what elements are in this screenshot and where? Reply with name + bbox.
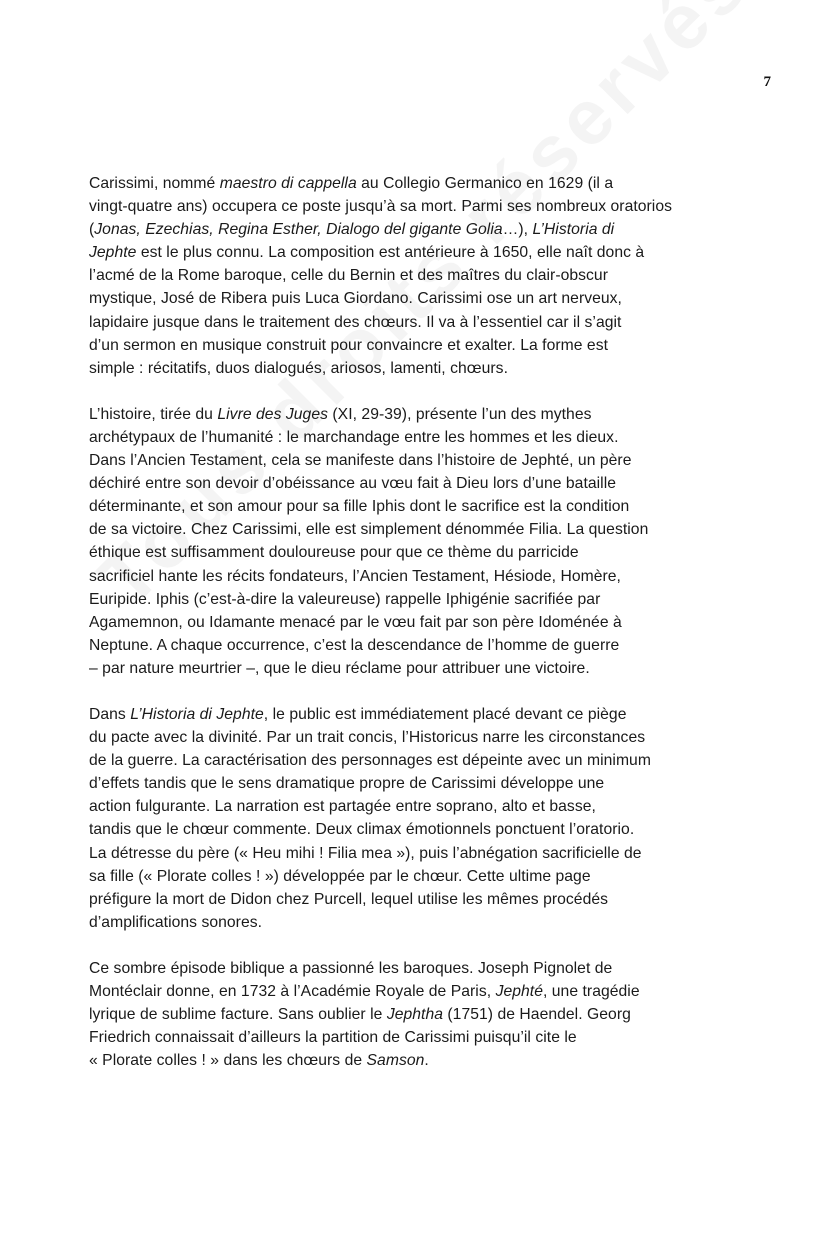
- paragraph: [89, 957, 741, 1072]
- text-line: [89, 472, 741, 495]
- text-run: Carissimi, nommé: [89, 175, 220, 192]
- text-run: mystique, José de Ribera puis Luca Giordano. Carissimi ose un art nerveux,: [89, 290, 622, 308]
- text-line: [89, 449, 741, 472]
- text-run: Montéclair donne, en 1732 à l’Académie Royale de Paris,: [89, 983, 496, 1000]
- text-run: Agamemnon, ou Idamante menacé par le vœu fait par son père Idoménée à: [89, 613, 622, 631]
- text-line: [89, 311, 741, 334]
- text-run: lyrique de sublime facture. Sans oublier le: [89, 1006, 387, 1024]
- text-line: [89, 565, 741, 588]
- text-line: [89, 865, 741, 888]
- text-run: …),: [502, 221, 533, 239]
- text-line: [89, 357, 741, 380]
- italic-title: Jephté: [495, 983, 543, 1000]
- text-run: (1751) de Haendel. Georg: [443, 1006, 631, 1024]
- page-number: 7: [763, 74, 771, 90]
- text-run: (XI, 29-39), présente l’un des mythes: [328, 405, 592, 423]
- italic-title: maestro di cappella: [219, 175, 357, 192]
- text-run: lapidaire jusque dans le traitement des chœurs. Il va à l’essentiel car il s’agit: [89, 313, 622, 331]
- text-line: [89, 403, 741, 426]
- text-line: [89, 241, 741, 264]
- italic-title: Livre des Juges: [217, 405, 328, 423]
- text-run: du pacte avec la divinité. Par un trait concis, l’Historicus narre les circonstances: [89, 729, 646, 747]
- text-line: [89, 657, 741, 680]
- text-line: [89, 264, 741, 287]
- text-line: [89, 172, 741, 195]
- text-line: [89, 911, 741, 934]
- text-run: de la guerre. La caractérisation des personnages est dépeinte avec un minimum: [89, 752, 651, 770]
- italic-title: Jonas, Ezechias, Regina Esther, Dialogo del gigante Golia: [94, 221, 503, 239]
- text-run: d’un sermon en musique construit pour convaincre et exalter. La forme est: [89, 336, 608, 354]
- text-line: [89, 726, 741, 749]
- text-run: « Plorate colles ! » dans les chœurs de: [89, 1052, 367, 1070]
- text-run: Neptune. A chaque occurrence, c’est la descendance de l’homme de guerre: [89, 636, 620, 654]
- text-line: [89, 1003, 741, 1026]
- text-run: d’effets tandis que le sens dramatique propre de Carissimi développe une: [89, 775, 605, 793]
- text-run: déchiré entre son devoir d’obéissance au vœu fait à Dieu lors d’une bataille: [89, 475, 617, 493]
- text-run: d’amplifications sonores.: [89, 913, 263, 931]
- text-run: déterminante, et son amour pour sa fille Iphis dont le sacrifice est la condition: [89, 498, 630, 516]
- text-line: [89, 588, 741, 611]
- text-line: [89, 634, 741, 657]
- text-run: La détresse du père (« Heu mihi ! Filia mea »), puis l’abnégation sacrificielle de: [89, 844, 642, 862]
- text-line: [89, 495, 741, 518]
- text-run: éthique est suffisamment douloureuse pour que ce thème du parricide: [89, 544, 579, 562]
- text-run: .: [424, 1052, 429, 1070]
- text-run: – par nature meurtrier –, que le dieu réclame pour attribuer une victoire.: [89, 659, 590, 677]
- text-line: [89, 842, 741, 865]
- text-run: , le public est immédiatement placé devant ce piège: [263, 705, 627, 723]
- text-run: tandis que le chœur commente. Deux climax émotionnels ponctuent l’oratorio.: [89, 821, 635, 839]
- text-line: [89, 1049, 741, 1072]
- text-line: [89, 1026, 741, 1049]
- text-line: [89, 426, 741, 449]
- text-run: Dans: [89, 705, 131, 723]
- paragraph: [89, 172, 741, 380]
- text-line: [89, 287, 741, 310]
- text-run: , une tragédie: [542, 983, 640, 1000]
- text-run: est le plus connu. La composition est antérieure à 1650, elle naît donc à: [136, 244, 645, 262]
- text-line: [89, 218, 741, 241]
- article-body: [89, 172, 741, 1095]
- text-run: vingt-quatre ans) occupera ce poste jusqu’à sa mort. Parmi ses nombreux oratorios: [89, 198, 673, 216]
- text-run: sa fille (« Plorate colles ! ») développée par le chœur. Cette ultime page: [89, 867, 591, 885]
- text-run: simple : récitatifs, duos dialogués, ariosos, lamenti, chœurs.: [89, 359, 508, 377]
- text-line: [89, 795, 741, 818]
- text-line: [89, 518, 741, 541]
- text-run: de sa victoire. Chez Carissimi, elle est simplement dénommée Filia. La question: [89, 521, 649, 539]
- text-line: [89, 957, 741, 980]
- text-line: [89, 818, 741, 841]
- text-line: [89, 541, 741, 564]
- text-line: [89, 888, 741, 911]
- text-line: [89, 611, 741, 634]
- text-run: Dans l’Ancien Testament, cela se manifeste dans l’histoire de Jephté, un père: [89, 452, 632, 470]
- text-line: [89, 195, 741, 218]
- text-line: [89, 749, 741, 772]
- text-run: l’acmé de la Rome baroque, celle du Bernin et des maîtres du clair-obscur: [89, 267, 608, 285]
- text-run: action fulgurante. La narration est partagée entre soprano, alto et basse,: [89, 798, 596, 816]
- text-run: préfigure la mort de Didon chez Purcell, lequel utilise les mêmes procédés: [89, 890, 609, 908]
- text-line: [89, 772, 741, 795]
- text-run: sacrificiel hante les récits fondateurs, l’Ancien Testament, Hésiode, Homère,: [89, 567, 621, 585]
- text-line: [89, 980, 741, 1003]
- text-run: archétypaux de l’humanité : le marchandage entre les hommes et les dieux.: [89, 428, 619, 446]
- text-run: au Collegio Germanico en 1629 (il a: [356, 175, 614, 192]
- italic-title: L’Historia di Jephte: [130, 705, 264, 723]
- italic-title: Jephte: [89, 244, 137, 262]
- text-run: (: [89, 221, 95, 239]
- text-run: Euripide. Iphis (c’est-à-dire la valeureuse) rappelle Iphigénie sacrifiée par: [89, 590, 601, 608]
- text-line: [89, 703, 741, 726]
- italic-title: L’Historia di: [532, 221, 615, 239]
- text-run: Friedrich connaissait d’ailleurs la partition de Carissimi puisqu’il cite le: [89, 1029, 577, 1047]
- paragraph: [89, 703, 741, 934]
- paragraph: [89, 403, 741, 680]
- text-run: L’histoire, tirée du: [89, 405, 218, 423]
- italic-title: Jephtha: [386, 1006, 443, 1024]
- italic-title: Samson: [366, 1052, 425, 1070]
- text-run: Ce sombre épisode biblique a passionné les baroques. Joseph Pignolet de: [89, 959, 613, 977]
- text-line: [89, 334, 741, 357]
